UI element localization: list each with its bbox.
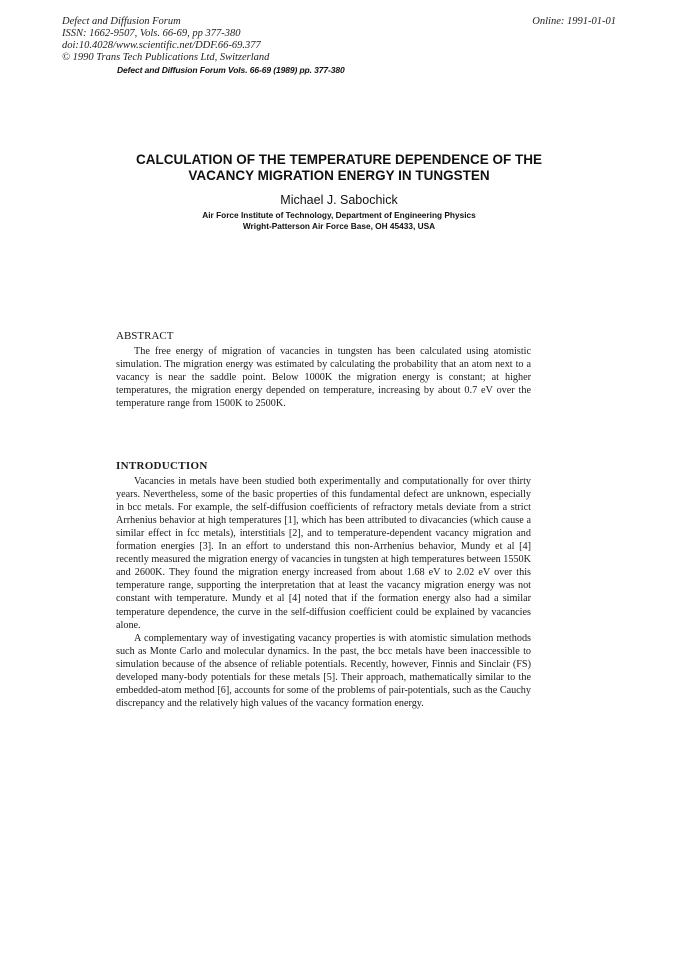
abstract-text: The free energy of migration of vacancies in tungsten has been calculated using atomistic simulation. The migration energy was estimated by calculating the probability that an atom next to a vacancy is near the saddle point. Below 1000K the migration energy is constant; at higher temperatures, the migration energy depended on temperature, increasing by about 0.7 eV over the temperature range from 1500K to 2500K. (116, 346, 531, 410)
affiliation-line-2: Wright-Patterson Air Force Base, OH 45433, USA (242, 221, 436, 231)
journal-name: Defect and Diffusion Forum (62, 16, 181, 27)
introduction-paragraph-1: Vacancies in metals have been studied both experimentally and computationally for over thirty years. Nevertheless, some of the basic properties of this fundamental defect are unknown, especially in bcc metals. For example, the self-diffusion coefficients of refractory metals deviate from a strict Arrhenius behavior at high temperatures [1], which has been attributed to divacancies (which cause a similar effect in fcc metals), interstitials [2], and to temperature-dependent vacancy migration and formation energies [3]. In an effort to understand this non-Arrhenius behavior, Mundy et al [4] recently measured the migration energy of vacancies in tungsten at high temperatures between 1550K and 2600K. They found the migration energy increased from about 1.68 eV to 2.02 eV over this temperature range, supporting the interpretation that at least the vacancy migration energy was not constant with temperature. Mundy et al [4] noted that if the formation energy also had a similar temperature dependence, the curve in the self-diffusion coefficient could be explained by vacancies alone. (116, 476, 531, 631)
paper-title-line-2: VACANCY MIGRATION ENERGY IN TUNGSTEN (188, 167, 490, 183)
doi-line: doi:10.4028/www.scientific.net/DDF.66-69.377 (62, 40, 261, 51)
affiliation-line-1: Air Force Institute of Technology, Department of Engineering Physics (202, 210, 476, 220)
author-name: Michael J. Sabochick (280, 193, 398, 207)
title-block (0, 152, 678, 232)
abstract-heading: ABSTRACT (116, 330, 174, 342)
journal-header (62, 16, 269, 64)
paper-title-line-1: CALCULATION OF THE TEMPERATURE DEPENDENCE OF THE (135, 152, 542, 167)
copyright-line: © 1990 Trans Tech Publications Ltd, Switzerland (62, 52, 270, 63)
introduction-section (116, 460, 531, 710)
issn-line: ISSN: 1662-9507, Vols. 66-69, pp 377-380 (62, 28, 241, 39)
introduction-heading: INTRODUCTION (116, 460, 208, 472)
introduction-paragraph-2: A complementary way of investigating vacancy properties is with atomistic simulation methods such as Monte Carlo and molecular dynamics. In the past, the bcc metals have been inaccessible to simulation because of the absence of reliable potentials. Recently, however, Finnis and Sinclair (FS) developed many-body potentials for these metals [5]. Their approach, mathematically similar to the embedded-atom method [6], accounts for some of the problems of pair-potentials, such as the Cauchy discrepancy and the relatively high values of the vacancy formation energy. (116, 632, 531, 709)
online-date: Online: 1991-01-01 (532, 16, 616, 27)
running-head: Defect and Diffusion Forum Vols. 66-69 (1989) pp. 377-380 (117, 65, 345, 75)
abstract-section (116, 330, 531, 410)
